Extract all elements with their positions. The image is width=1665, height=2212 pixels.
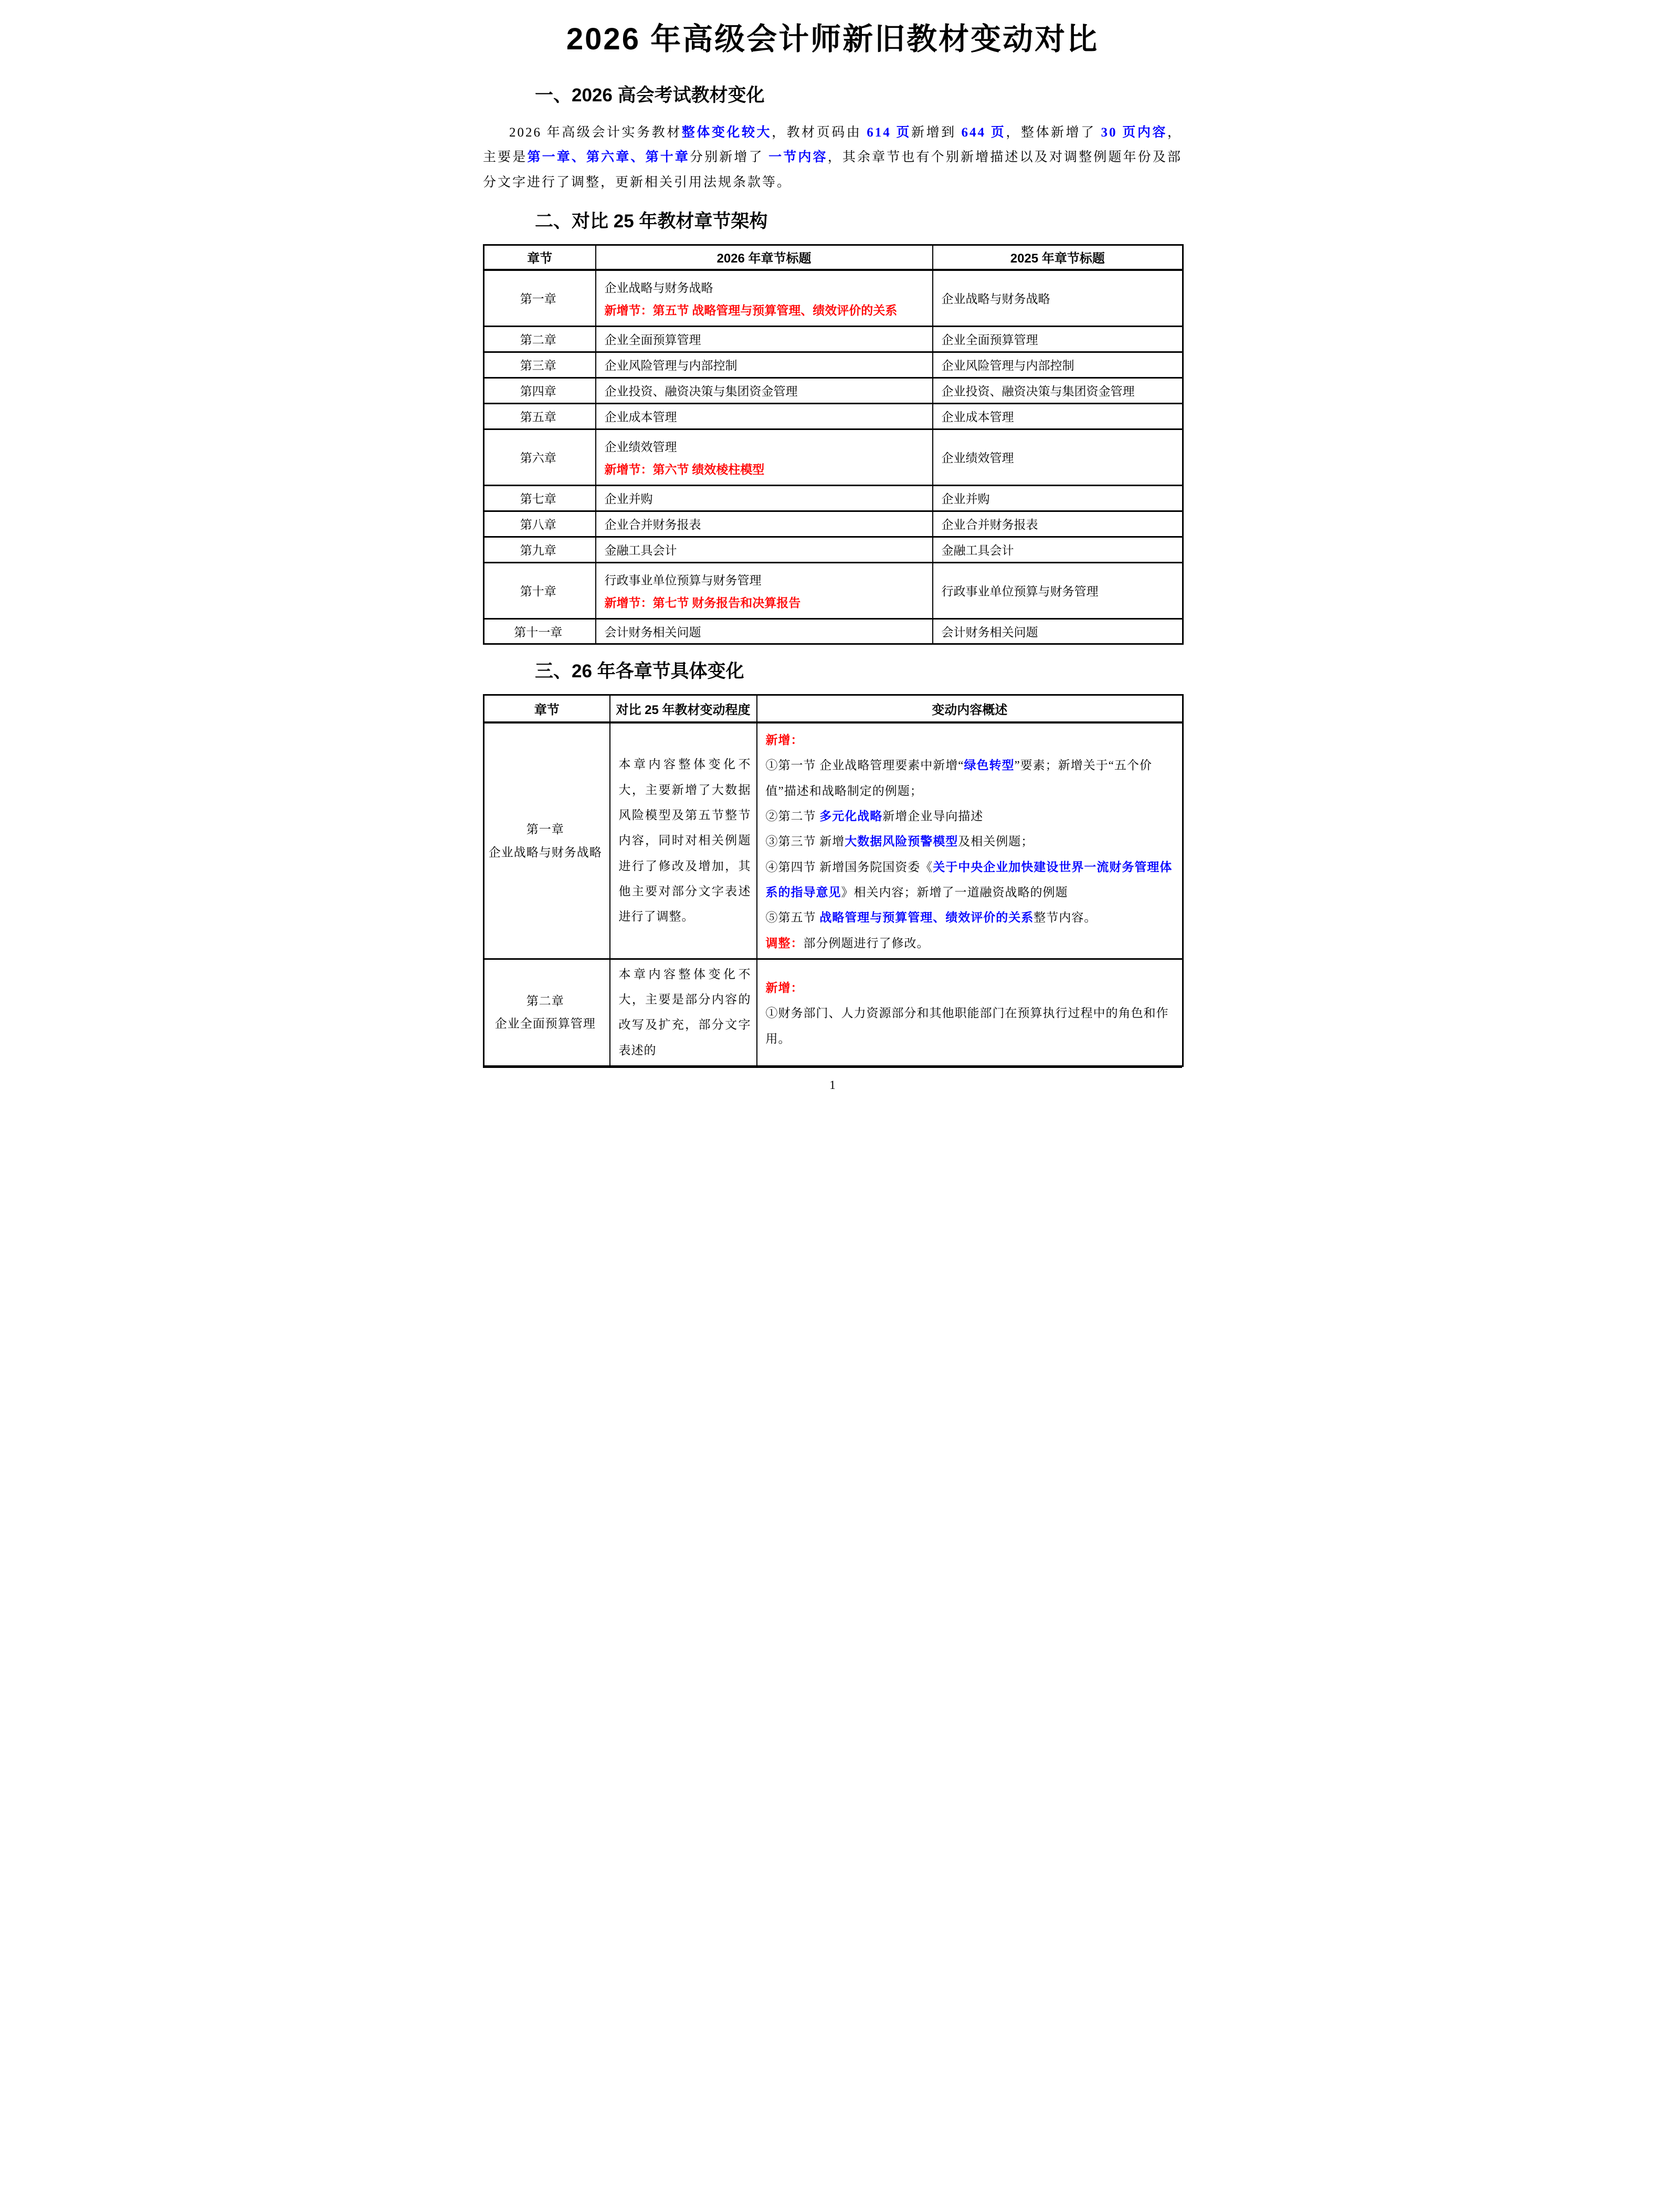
- added-section-note: 新增节：第六节 绩效棱柱模型: [604, 463, 765, 476]
- chapter-label: 第二章: [526, 994, 564, 1008]
- table2-header-row: [484, 695, 1183, 722]
- chapter-title: 企业全面预算管理: [494, 1017, 596, 1031]
- table1-row: [484, 562, 1183, 618]
- table1-row: [484, 511, 1183, 537]
- rich-text-line: 调整：部分例题进行了修改。: [765, 936, 930, 950]
- title-2026-cell: 企业投资、融资决策与集团资金管理: [596, 378, 933, 403]
- title-2025-cell: 行政事业单位预算与财务管理: [933, 562, 1183, 618]
- table1-row: [484, 270, 1183, 327]
- table1-row: [484, 618, 1183, 644]
- table2-row: [484, 722, 1183, 959]
- title-2025-cell: 企业绩效管理: [933, 429, 1183, 485]
- title-2026-cell: 企业并购: [596, 485, 933, 511]
- chapter-cell: 第二章: [484, 326, 596, 352]
- rich-text-line: ①第一节 企业战略管理要素中新增“绿色转型”要素；新增关于“五个价值”描述和战略制定的例题；: [765, 759, 1152, 798]
- chapter-cell: 第八章: [484, 511, 596, 537]
- table2-header-overview: 变动内容概述: [757, 695, 1183, 722]
- chapter-cell: 第四章: [484, 378, 596, 403]
- table2-header-degree: 对比 25 年教材变动程度: [610, 695, 757, 722]
- section-heading-1: 一、2026 高会考试教材变化: [535, 85, 765, 106]
- chapter-title: 企业战略与财务战略: [604, 281, 713, 295]
- chapter-cell: [484, 959, 610, 1066]
- chapter-cell: 第一章: [484, 270, 596, 327]
- rich-text-line: ④第四节 新增国务院国资委《关于中央企业加快建设世界一流财务管理体系的指导意见》相关内容；新增了一道融资战略的例题: [765, 860, 1173, 899]
- title-2026-cell: 金融工具会计: [596, 537, 933, 562]
- chapter-cell: 第十一章: [484, 618, 596, 644]
- chapter-cell: 第七章: [484, 485, 596, 511]
- chapter-cell: 第十章: [484, 562, 596, 618]
- chapter-cell: 第五章: [484, 403, 596, 429]
- document-page: [416, 0, 1249, 1106]
- table1-header-2025: 2025 年章节标题: [933, 245, 1183, 270]
- table1-row: [484, 326, 1183, 352]
- page-number: 1: [829, 1078, 836, 1092]
- table1-row: [484, 352, 1183, 378]
- title-2025-cell: 企业合并财务报表: [933, 511, 1183, 537]
- chapter-cell: 第三章: [484, 352, 596, 378]
- change-degree-cell: 本章内容整体变化不大，主要新增了大数据风险模型及第五节整节内容，同时对相关例题进行了修改及增加，其他主要对部分文字表述进行了调整。: [610, 722, 757, 959]
- table1-row: [484, 378, 1183, 403]
- title-2026-cell: [596, 270, 933, 327]
- table1-row: [484, 403, 1183, 429]
- chapter-title: 行政事业单位预算与财务管理: [604, 573, 762, 587]
- title-2026-cell: 企业合并财务报表: [596, 511, 933, 537]
- title-2026-cell: [596, 429, 933, 485]
- change-degree-cell: 本章内容整体变化不大，主要是部分内容的改写及扩充，部分文字表述的: [610, 959, 757, 1066]
- table2-row: [484, 959, 1183, 1066]
- chapter-cell: 第六章: [484, 429, 596, 485]
- table1-header-2026: 2026 年章节标题: [596, 245, 933, 270]
- change-overview-cell: [757, 959, 1183, 1066]
- chapter-changes-table: [483, 694, 1184, 1067]
- change-overview-cell: [757, 722, 1183, 959]
- title-2026-cell: 企业成本管理: [596, 403, 933, 429]
- title-2026-cell: [596, 562, 933, 618]
- chapter-structure-table: [483, 244, 1184, 645]
- title-2025-cell: 企业风险管理与内部控制: [933, 352, 1183, 378]
- page-title: 2026 年高级会计师新旧教材变动对比: [566, 22, 1099, 56]
- section-heading-3: 三、26 年各章节具体变化: [535, 661, 744, 682]
- rich-text-line: ⑤第五节 战略管理与预算管理、绩效评价的关系整节内容。: [765, 911, 1097, 925]
- table1-header-chapter: 章节: [484, 245, 596, 270]
- title-2025-cell: 企业投资、融资决策与集团资金管理: [933, 378, 1183, 403]
- title-2026-cell: 会计财务相关问题: [596, 618, 933, 644]
- title-2025-cell: 会计财务相关问题: [933, 618, 1183, 644]
- title-2025-cell: 金融工具会计: [933, 537, 1183, 562]
- title-2025-cell: 企业成本管理: [933, 403, 1183, 429]
- chapter-title: 企业绩效管理: [604, 440, 677, 454]
- added-section-note: 新增节：第五节 战略管理与预算管理、绩效评价的关系: [604, 303, 898, 317]
- rich-text-line: 新增：: [765, 733, 804, 747]
- chapter-title: 企业战略与财务战略: [488, 845, 602, 859]
- section-heading-2: 二、对比 25 年教材章节架构: [535, 211, 768, 232]
- chapter-label: 第一章: [526, 822, 564, 836]
- chapter-cell: 第九章: [484, 537, 596, 562]
- added-section-note: 新增节：第七节 财务报告和决算报告: [604, 596, 801, 610]
- title-2025-cell: 企业战略与财务战略: [933, 270, 1183, 327]
- intro-paragraph: 2026 年高级会计实务教材整体变化较大，教材页码由 614 页新增到 644 页，整体新增了 30 页内容，主要是第一章、第六章、第十章分别新增了 一节内容，其余章节也有个别新增描述以及对调整例题年份及部分文字进行了调整，更新相关引用法规条款等。: [483, 125, 1182, 190]
- footer-divider: [483, 1066, 1182, 1068]
- rich-text-line: ①财务部门、人力资源部分和其他职能部门在预算执行过程中的角色和作用。: [765, 1007, 1169, 1045]
- table1-row: [484, 537, 1183, 562]
- table1-row: [484, 485, 1183, 511]
- rich-text-line: 新增：: [765, 981, 804, 994]
- title-2026-cell: 企业全面预算管理: [596, 326, 933, 352]
- table1-header-row: [484, 245, 1183, 270]
- title-2025-cell: 企业并购: [933, 485, 1183, 511]
- table1-row: [484, 429, 1183, 485]
- title-2026-cell: 企业风险管理与内部控制: [596, 352, 933, 378]
- rich-text-line: ②第二节 多元化战略新增企业导向描述: [765, 810, 984, 823]
- chapter-cell: [484, 722, 610, 959]
- table2-header-chapter: 章节: [484, 695, 610, 722]
- title-2025-cell: 企业全面预算管理: [933, 326, 1183, 352]
- rich-text-line: ③第三节 新增大数据风险预警模型及相关例题；: [765, 835, 1034, 848]
